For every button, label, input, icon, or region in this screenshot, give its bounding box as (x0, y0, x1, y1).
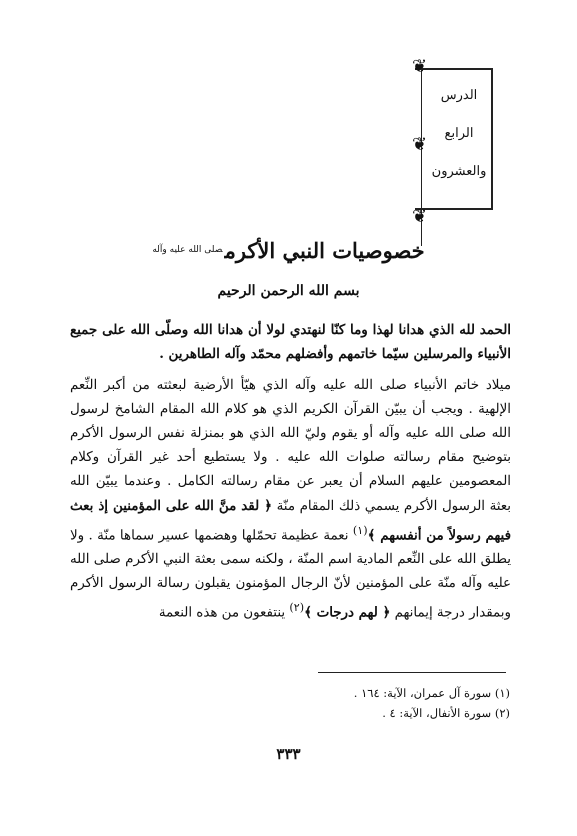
salawat-mark: صلى الله عليه وآله (152, 244, 223, 255)
footnote-separator (318, 672, 506, 673)
lesson-ordinal: الرابع (444, 126, 474, 141)
floral-ornament-icon: ❦ (412, 206, 428, 227)
quran-quote: ﴿ لقد منَّ الله على المؤمنين إذ بعث فيهم رسولاً من أنفسهم ﴾ (70, 498, 511, 544)
lesson-ordinal-tens: والعشرون (431, 164, 487, 179)
quran-quote: ﴿ لهم درجات ﴾ (304, 604, 391, 621)
opening-paragraph: الحمد لله الذي هدانا لهذا وما كنّا لنهتدي لولا أن هدانا الله وصلّى الله على جميع الأنبياء والمرسلين سيّما خاتمهم وأفضلهم محمّد وآله الطاهرين . (70, 322, 511, 362)
footnote-ref: (١) (352, 524, 368, 537)
footnote-ref: (٢) (289, 601, 305, 615)
floral-ornament-icon: ❦ (412, 56, 428, 77)
footnote: (١) سورة آل عمران، الآية: ١٦٤ . (353, 686, 510, 700)
lesson-label: الدرس (440, 88, 478, 103)
page-number: ٣٣٣ (276, 745, 301, 763)
body-text: ميلاد خاتم الأنبياء صلى الله عليه وآله الذي هيّأ الأرضية لبعثته من أكبر النِّعم الإلهية . ويجب أن يبيّن القرآن الكريم الذي هو كلام الله المقام الشامخ لرسول الله صلى الله عليه وآله أو يقوم وليّ الله الذي هو بمنزلة نفس الرسول الأكرم بتوضيح مقام رسالته صلوات الله عليه . ولا يستطيع أحد غير القرآن وكلام المعصومين عليهم السلام أن يعبر عن مقام رسالته الكامل . وعندما يبيّن الله بعثة الرسول الأكرم يسمي ذلك المقام منّة (70, 378, 511, 514)
body-paragraph (70, 374, 511, 626)
title-text: خصوصيات النبي الأكرم (224, 238, 425, 263)
basmala: بسم الله الرحمن الرحيم (217, 283, 360, 299)
floral-ornament-icon: ❦ (412, 134, 428, 155)
body-text: نعمة عظيمة تحمّلها وهضمها عسير سماها منّة . ولا يطلق الله على النِّعم المادية اسم المنّة ، ولكنه سمى بعثة النبي الأكرم صلى الله عليه وآله منّة على المؤمنين لأنّ الرجال المؤمنون يقبلون رسالة الرسول الأكرم وبمقدار درجة إيمانهم (70, 528, 511, 621)
lesson-frame (407, 56, 494, 227)
lesson-title (0, 238, 577, 263)
footnote: (٢) سورة الأنفال، الآية: ٤ . (382, 706, 510, 720)
body-text: ينتفعون من هذه النعمة (158, 605, 286, 621)
